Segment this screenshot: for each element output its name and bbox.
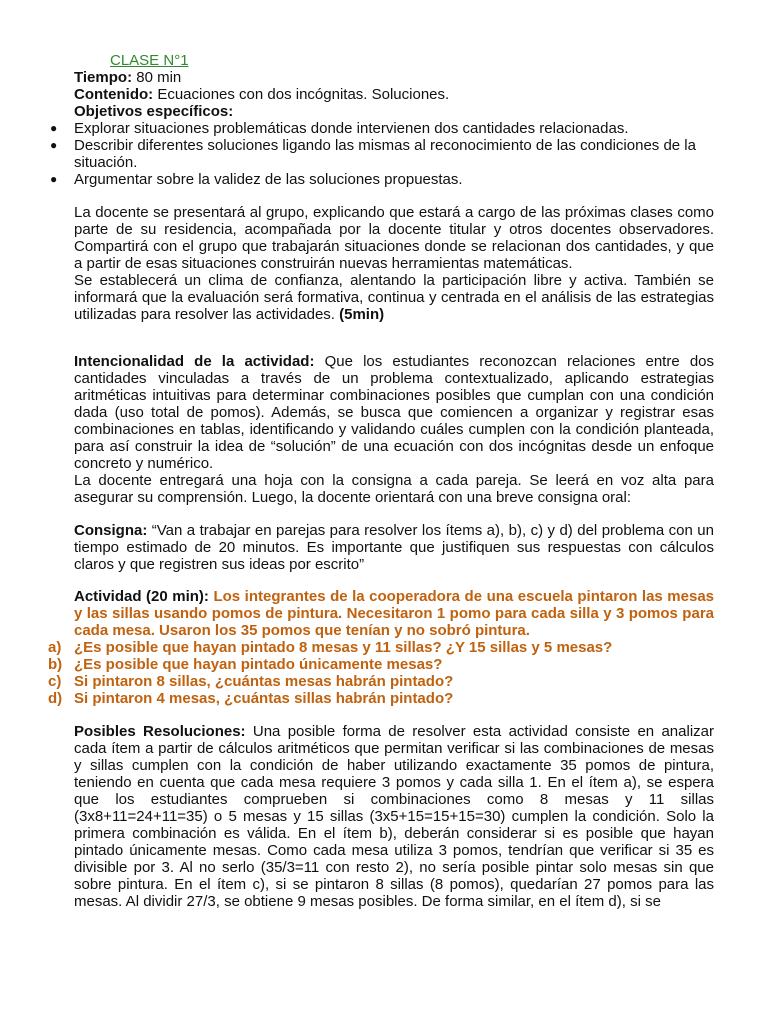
objective-item: ● Argumentar sobre la validez de las soluciones propuestas.: [50, 171, 463, 188]
objectives-list: [46, 120, 714, 188]
resoluciones-section: [74, 723, 714, 910]
bullet-icon: ●: [50, 121, 58, 135]
actividad-section: [74, 588, 714, 639]
objective-item: ● Explorar situaciones problemáticas donde intervienen dos cantidades relacionadas.: [50, 120, 629, 137]
intro-section: [74, 204, 714, 323]
consigna-label: Consigna:: [74, 522, 148, 539]
intro-paragraph: La docente se presentará al grupo, explicando que estará a cargo de las próximas clases como parte de su residencia, acompañada por la docente titular y otros docentes observadores. Compartirá con el grupo que trabajarán situaciones donde se relacionan dos cantidades, y que a partir de esas situaciones construirán nuevas herramientas matemáticas.: [74, 204, 714, 272]
class-title: CLASE N°1: [110, 52, 189, 69]
intencionalidad-label: Intencionalidad de la actividad:: [74, 353, 315, 370]
bullet-icon: ●: [50, 172, 58, 186]
tiempo-line: [74, 69, 714, 86]
entrega-paragraph: La docente entregará una hoja con la consigna a cada pareja. Se leerá en voz alta para asegurar su comprensión. Luego, la docente orientará con una breve consigna oral:: [74, 472, 714, 506]
tiempo-value: 80 min: [132, 69, 182, 86]
intencionalidad-paragraph: Intencionalidad de la actividad: Que los estudiantes reconozcan relaciones entre dos cantidades vinculadas a través de un problema contextualizado, aplicando estrategias aritméticas intuitivas para determinar combinaciones posibles que cumplan con una condición dada (uso total de pomos). Además, se busca que comiencen a organizar y registrar esas combinaciones en tablas, identificando y validando cuáles cumplen con la condición planteada, para así construir la idea de “solución” de una ecuación con dos incógnitas desde un enfoque concreto y numérico.: [74, 353, 714, 472]
question-item: b) ¿Es posible que hayan pintado únicamente mesas?: [48, 656, 443, 673]
tiempo-label: Tiempo:: [74, 69, 133, 86]
contenido-value: Ecuaciones con dos incógnitas. Soluciones.: [153, 86, 450, 103]
actividad-statement: Los integrantes de la cooperadora de una escuela pintaron las mesas y las sillas usando pomos de pintura. Necesitaron 1 pomo para cada silla y 3 pomos para cada mesa. Usaron los 35 pomos que tenían y no sobró pintura.: [74, 588, 715, 639]
intro-paragraph-2: Se establecerá un clima de confianza, alentando la participación libre y activa. También se informará que la evaluación será formativa, continua y centrada en el análisis de las estrategias utilizadas para resolver las actividades. (5min): [74, 272, 714, 323]
question-item: d) Si pintaron 4 mesas, ¿cuántas sillas habrán pintado?: [48, 690, 454, 707]
resoluciones-label: Posibles Resoluciones:: [74, 723, 246, 740]
actividad-label: Actividad (20 min):: [74, 588, 209, 605]
contenido-line: [74, 86, 714, 103]
objective-item: ● Describir diferentes soluciones ligando las mismas al reconocimiento de las condiciones de la situación.: [50, 137, 696, 171]
question-item: c) Si pintaron 8 sillas, ¿cuántas mesas habrán pintado?: [48, 673, 454, 690]
consigna-section: [74, 522, 714, 573]
objetivos-heading: Objetivos específicos:: [74, 103, 234, 120]
contenido-label: Contenido:: [74, 86, 154, 103]
consigna-paragraph: Consigna: “Van a trabajar en parejas para resolver los ítems a), b), c) y d) del problema con un tiempo estimado de 20 minutos. Es importante que justifiquen sus respuestas con cálculos claros y que registren sus ideas por escrito”: [74, 522, 714, 573]
intencionalidad-section: [74, 353, 714, 506]
bullet-icon: ●: [50, 138, 58, 152]
actividad-paragraph: [74, 588, 714, 639]
question-item: a) ¿Es posible que hayan pintado 8 mesas y 11 sillas? ¿Y 15 sillas y 5 mesas?: [48, 639, 613, 656]
class-meta: [74, 69, 714, 120]
question-list: [48, 639, 714, 707]
resoluciones-paragraph: Posibles Resoluciones: Una posible forma de resolver esta actividad consiste en analizar cada ítem a partir de cálculos aritméticos que permitan verificar si las combinaciones de mesas y sillas cumplen con la condición de haber utilizando exactamente 35 pomos de pintura, teniendo en cuenta que cada mesa requiere 3 pomos y cada silla 1. En el ítem a), se espera que los estudiantes comprueben si combinaciones como 8 mesas y 11 sillas (3x8+11=24+11=35) o 5 mesas y 15 sillas (3x5+15=15+15=30) cumplen la condición. Solo la primera combinación es válida. En el ítem b), deberán considerar si es posible que hayan pintado únicamente mesas. Como cada mesa utiliza 3 pomos, tendrían que verificar si 35 es divisible por 3. Al no serlo (35/3=11 con resto 2), no sería posible pintar solo mesas sin que sobre pintura. En el ítem c), si se pintaron 8 sillas (8 pomos), quedarían 27 pomos para las mesas. Al dividir 27/3, se obtiene 9 mesas posibles. De forma similar, en el ítem d), si se: [74, 723, 714, 910]
intro-time: (5min): [334, 306, 385, 323]
